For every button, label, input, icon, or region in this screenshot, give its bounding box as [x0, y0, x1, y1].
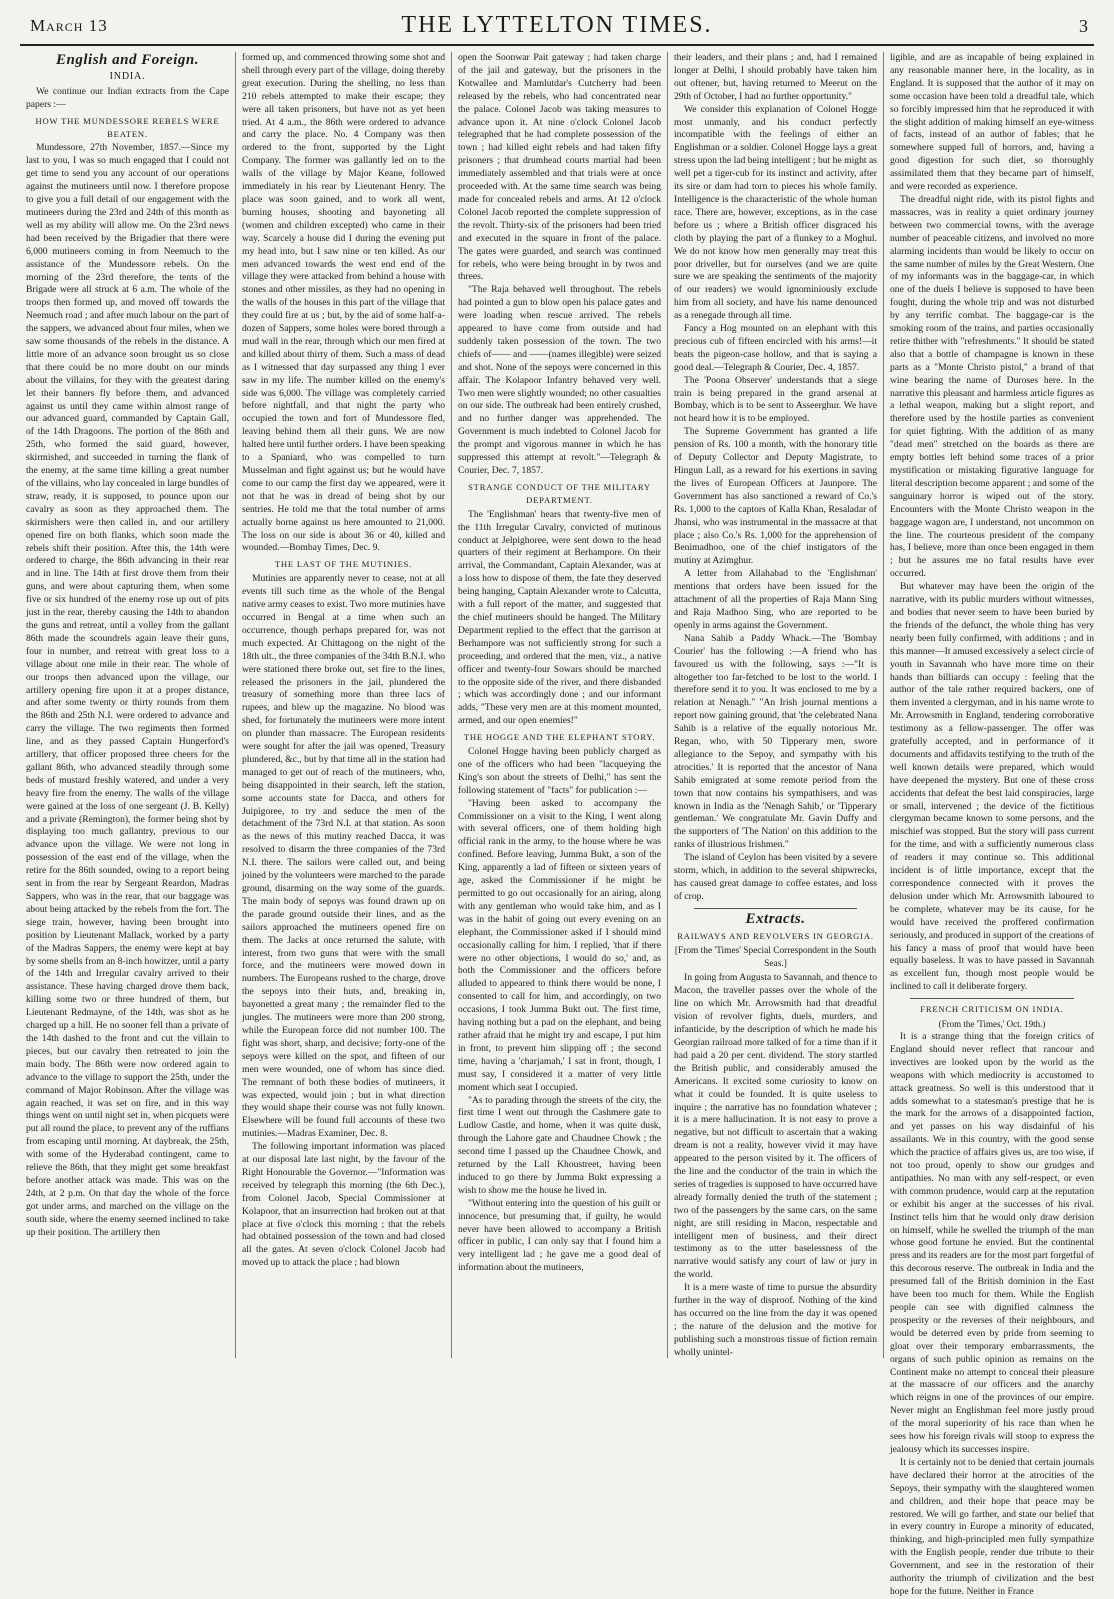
paragraph: We consider this explanation of Colonel Hogge most unmanly, and his conduct perfectly incompatible with the feelings of either an Englishman or a soldier. Colonel Hogge lays a great stress upon the lad being intelligent ; but he might as well pet a tiger-cub for its instinct and activity, after its sire or dam had torn to pieces his whole family. Intelligence is the characteristic of the whole human race. There are, however, exceptions, as in the case before us ; where a British officer disgraced his cloth by playing the part of a flunkey to a Moghul. We do not know how men generally may treat this poor driveller, but for ourselves (and we are quite sure we are speaking the sentiments of the majority of our readers) we would ignominiously exclude him from all society, and have his name denounced as a renegade through all time. [674, 103, 877, 322]
article-columns [20, 52, 1100, 1597]
paragraph: We continue our Indian extracts from the Cape papers :— [26, 85, 229, 110]
paragraph: "Without entering into the question of his guilt or innocence, but presuming that, if guilty, he would never have been allowed to accompany a British officer in public, I can only say that I found him a very intelligent lad ; he gave me a good deal of information about the mutineers, [458, 1197, 661, 1274]
paragraph: It is a mere waste of time to pursue the absurdity further in the way of disproof. Nothing of the kind has occurred on the line from the day it was opened ; the nature of the delusion and the motive for publishing such a monstrous tissue of fiction remain wholly unintel- [674, 1282, 877, 1358]
source-note: [From the 'Times' Special Correspondent in the South Seas.] [674, 945, 877, 969]
column-4 [668, 52, 884, 1358]
paragraph: But whatever may have been the origin of the narrative, with its public murders without witnesses, and bodies that never seem to have been buried by the friends of the defunct, the whole thing has very nearly been fully confirmed, with additions ; and in this manner—It amused excessively a select circle of youth in Savannah who have more time on their hands than billiards can occupy : feeling that the author of the tale rather required backers, one of them invented a clergyman, and in his name wrote to Mr. Arrowsmith in England, tendering corroborative testimony as a fellow-passenger. The offer was gratefully accepted, and in performance of it documents and affidavits testifying to the truth of the well known details were prepared, which would have deepened the mystery. But one of these cross accidents that defeat the best laid conspiracies, large or small, intervened ; the device of the fictitious clergyman became known to some persons, and the mischief was stopped. But the story will pass current for the time, and with a sufficiently numerous class of readers it may continue so. This additional incident is of little importance, except that the correspondence connected with it proves the delusion under which Mr. Arrowsmith laboured to be complete, whatever may be its cause, for he would have received the proffered confirmation seriously, and produced in support of the creations of his fancy a mass of proof that would have been equally baseless. It was to have passed in Savannah as excellent fun, though most people would be inclined to call it deliberate forgery. [890, 581, 1094, 993]
article-title: RAILWAYS AND REVOLVERS IN GEORGIA. [677, 930, 874, 941]
column-3 [452, 52, 668, 1358]
issue-date: March 13 [30, 16, 108, 35]
article-title: THE HOGGE AND THE ELEPHANT STORY. [463, 732, 656, 743]
paragraph: The 'Englishman' hears that twenty-five men of the 11th Irregular Cavalry, convicted of mutinous conduct at Jelpighoree, were sent down to the head quarters of their regiment at Berhampore. On their arrival, the Commandant, Captain Alexander, was at a loss how to dispose of them, the fate they deserved being hanging, Captain Alexander wrote to Calcutta, with a full report of the matter, and suggested that the chief mutineers should be hanged. The Military Department replied to the effect that the garrison at Berhampore was not sufficiently strong for such a proceeding, and ordered that the men, viz., a native officer and twenty-four Sowars should be marched to the opposite side of the river, and there disbanded ; which was accordingly done ; and our informant adds, "These very men are at this moment mounted, armed, and our open enemies!" [458, 508, 661, 727]
paragraph: The 'Poona Observer' understands that a siege train is being prepared in the grand arsenal at Bombay, which is to be sent to Asseerghur. We have not heard how it is to be employed. [674, 374, 877, 425]
paragraph: ligible, and are as incapable of being explained in any reasonable manner here, in the locality, as in England. It is supposed that the author of it may on some occasion have been told a dreadful tale, which so forcibly impressed him that he reproduced it with the slight addition of making himself an eye-witness of facts, instead of an author of fables; that he somewhere supped full of horrors, and, having a good digestion for such diet, so thoroughly assimilated them that they became part of himself, and were recorded as experience. [890, 52, 1094, 193]
paragraph: Mutinies are apparently never to cease, not at all events till such time as the whole of the Bengal native army ceases to exist. Two more mutinies have occurred in Bengal at a time when such an occurrence, though perhaps prepared for, was not much expected. At Chittagong on the night of the 18th ult., the three companies of the 34th B.N.I. who were stationed there broke out, set fire to the lines, released the prisoners in the jail, plundered the treasury of something more than three lacs of rupees, and blew up the magazine. No blood was shed, for fortunately the mutineers were more intent on plunder than massacre. The European residents were sought for after the jail was opened, Treasury plundered, &c., but by that time all in the station had managed to get out of reach of the mutineers, who, being disappointed in their search, left the station, some accounts state for Dacca, and others for Juipigoree, to try and seduce the men of the detachment of the 73rd N.I. at that station. As soon as the news of this mutiny reached Dacca, it was resolved to disarm the three companies of the 73rd N.I. there. The sailors were called out, and being joined by the volunteers were marched to the parade ground, disarming on the way some of the guards. The main body of sepoys was found drawn up on the parade ground outside their lines, and as the sailors approached the mutineers opened fire on them. The Jacks at once returned the salute, with interest, from two guns that were with the small force, and the mutineers were mowed down in numbers. The Europeans rushed to the charge, drove the sepoys into their huts, and, breaking in, bayonetted a great many ; the remainder fled to the jungles. The mutineers were more than 200 strong, while the European force did not number 100. The fight was short, sharp, and decisive; forty-one of the sepoys were killed on the spot, and fifteen of our men were wounded, one of whom has since died. The remnant of both these bodies of mutineers, it was expected, would join ; but in what direction they would shape their course was not fully known. Elsewhere will be found full accounts of these two mutinies.—Madras Examiner, Dec. 8. [242, 573, 445, 1140]
paragraph: their leaders, and their plans ; and, had I remained longer at Delhi, I should probably have taken him out oftener, but, having returned to Meerut on the 29th of October, I had no further opportunity." [674, 52, 877, 102]
divider [910, 998, 1074, 999]
paragraph: Nana Sahib a Paddy Whack.—The 'Bombay Courier' has the following :—A friend who has favoured us with the following, says :—"It is altogether too far-fetched to be lost to the world. I therefore send it to you. It was enclosed to me by a relation at Nenagh." "An Irish journal mentions a report now gaining ground, that 'the celebrated Nana Sahib is a relative of the equally notorious Mr. Regan, who, with 50 Tipperary men, swore allegiance to the Sepoy, and sympathy with his atrocities.' It is reported that the ancestor of Nana Sahib emigrated at some remote period from the town that now contains his sympathisers, and was known in India as the 'Nenagh Sahib,' or 'Tipperary gentleman.' We congratulate Mr. Gavin Duffy and the supporters of 'The Nation' on this addition to the ranks of illustrious Irishmen." [674, 632, 877, 851]
paragraph: "As to parading through the streets of the city, the first time I went out through the Cashmere gate to Ludlow Castle, and home, when it was quite dusk, through the Lahore gate and Chaudnee Chowk ; the second time I passed up the Chaudnee Chowk, and returned by the Lall Khoustreet, having been induced to go there by Jumma Bukt expressing a wish to show me the house he lived in. [458, 1094, 661, 1196]
paragraph: "Having been asked to accompany the Commissioner on a visit to the King, I went along with several officers, one of them holding high official rank in the army, to the house where he was confined. Before leaving, Jumma Bukt, a son of the King, apparently a lad of fifteen or sixteen years of age, asked the Commissioner if he might be permitted to go out occasionally for an airing, along with any gentleman who would take him, and as I was in the habit of going out every evening on an elephant, the Commissioner asked if I should mind occasionally calling for him. I replied, 'that if there were no other objections, I would do so,' and, as both the Commissioner and the officers before alluded to appeared to think there would be none, I consented to call for him, and accordingly, on two occasions, I took Jumma Bukt out. The first time, having nothing but a pad on the elephant, and being rather afraid that he might try and escape, I put him in front, to prevent him slipping off ; the second time, having a 'charjamah,' I sat in front, though, I must say, I considered it a matter of very little moment which seat I occupied. [458, 797, 661, 1093]
paragraph: formed up, and commenced throwing some shot and shell through every part of the village, doing thereby great execution. During the shelling, no less than 210 rebels attempted to make their escape; they were all taken prisoners, but have not as yet been tried. At 4 a.m., the 86th were ordered to advance and carry the place. No. 4 Company was then ordered to the front, supported by the Light Company. The former was gallantly led on to the walls of the village by Major Keane, followed immediately in his rear by Lieutenant Henry. The place was soon gained, and to work all went, burning houses, shooting and bayoneting all (women and children excepted) who came in their way. Scarcely a house did I during the evening put my head into, but I saw nine or ten killed. As our men advanced towards the west end end of the village they were attacked from behind a house with stones and other missiles, as they had no opening in the walls of the houses in this part of the village that they could fire at us ; but, by the aid of some half-a-dozen of Sappers, some holes were bored through a mud wall in the rear, through which our men fired at and killed about thirty of them. Such a mass of dead as I witnessed that day surpassed any thing I ever saw in my life. The number killed on the enemy's side was 6,000. The village was completely carried before nightfall, and that night the party who occupied the town and fort of Mundessore fled, leaving behind them all their guns. We are now halted here until further orders. I have been speaking to a Spaniard, who was compelled to turn Musselman and fight against us; but he would have come to our camp the first day we appeared, were it not that he was in dread of being shot by our sentries. He told me that the total number of arms actually borne against us here amounted to 21,000. The loss on our side is about 36 or 40, killed and wounded.—Bombay Times, Dec. 9. [242, 52, 445, 554]
paragraph: In going from Augusta to Savannah, and thence to Macon, the traveller passes over the whole of the line on which Mr. Arrowsmith had that dreadful vision of revolver fights, duels, murders, and infanticide, by the description of which he made his Georgian railroad more talked of for a time than if it had paid a 20 per cent. dividend. The story startled the British public, and considerably amused the Americans. It excited some curiosity to know on what it could be founded. It is quite useless to inquire ; the narrative has no foundation whatever ; it is a mere hallucination. It is not easy to prove a negative, but not difficult to ascertain that a waking dream is not a reality, however vivid it may have appeared to the person visited by it. The officers of the line and the conductor of the train in which the series of tragedies is supposed to have occurred have already formally denied the truth of the statement ; two of the passengers by the same cars, on the same night, are still residing in Macon, respectable and intelligent men of business, and their direct testimony as to the utter baselessness of the narrative would satisfy any court of law or jury in the world. [674, 972, 877, 1281]
paragraph: The dreadful night ride, with its pistol fights and massacres, was in reality a quiet ordinary journey between two commercial towns, with the average number of peaceable citizens, and involved no more alarming incidents than would be likely to occur on the same number of miles by the Great Western. One of my informants was in the baggage-car, in which one of the duels I believe is supposed to have been fought, during the whole trip and was not disturbed by any terrific combat. The baggage-car is the smoking room of the trains, and parties occasionally retire thither with "refreshments." It should be stated also that a bottle of champagne is known in these parts as a "Monte Christo pistol," a brand of that wine bearing the name of Duroses here. In the narrative this pleasant and harmless article figures as a lethal weapon, making but a slight report, and therefore used by the hostile parties as convenient for quiet fighting. With the addition of as many "dead men" stretched on the boards as there are empty bottles left behind some traces of a prior mystification or mistaking figurative language for literal description become apparent ; and some of the sanguinary horror is wiped out of the story. Encounters with the Monte Christo weapon in the baggage wagon are, I understand, not uncommon on the line. The courteous president of the company has, I believe, more than once been engaged in them ; but he assures me no fatal results have ever occurred. [890, 193, 1094, 580]
paragraph: Colonel Hogge having been publicly charged as one of the officers who had been "lacqueying the King's son about the streets of Delhi," has sent the following statement of "facts" for publication :— [458, 746, 661, 796]
column-2 [236, 52, 452, 1358]
masthead [20, 6, 1094, 46]
paragraph: The Supreme Government has granted a life pension of Rs. 100 a month, with the honorary title of Deputy Collector and Deputy Magistrate, to Hingun Lall, as a reward for his exertions in saving the lives of European Officers at Jaunpore. The Government has also sanctioned a reward of Co.'s Rs. 1,000 to the captors of Kalla Khan, Resaladar of Jhansi, who was instrumental in the massacre at that place ; also Co.'s Rs. 1,000 for the apprehension of Benimadhoo, one of the chief instigators of the mutiny at Azimghur. [674, 426, 877, 567]
paragraph: A letter from Allahabad to the 'Englishman' mentions that orders have been issued for the attachment of all the properties of Raja Mann Sing and Raja Madhoo Sing, who are reported to be openly in arms against the Government. [674, 568, 877, 631]
article-title: HOW THE MUNDESSORE REBELS WERE BEATEN. [35, 115, 220, 139]
paragraph: Fancy a Hog mounted on an elephant with this precious cub of fifteen encircled with his arms!—it beats the pigeon-case hollow, and that is saying a good deal.—Telegraph & Courier, Dec. 4, 1857. [674, 323, 877, 373]
paragraph: open the Soonwar Pait gateway ; had taken charge of the jail and gateway, but the prisoners in the Kotwallee and Mamlutdar's Cutcherry had been released by the rebels, who had concentrated near the palace. Colonel Jacob was taking measures to advance upon it. At nine o'clock Colonel Jacob telegraphed that he had complete possession of the town ; had killed eight rebels and had taken fifty prisoners ; that drumhead courts martial had been immediately assembled and that trials were at once proceeded with. At the same time search was being made for concealed rebels and arms. At 12 o'clock Colonel Jacob reported the complete suppression of the revolt. Thirty-six of the prisoners had been tried and executed in the square in front of the palace. The gates were guarded, and search was continued for rebels, who were being brought in by twos and threes. [458, 52, 661, 283]
article-title: STRANGE CONDUCT OF THE MILITARY DEPARTMENT. [468, 481, 651, 505]
column-1 [20, 52, 236, 1358]
page-number: 3 [1079, 16, 1088, 36]
section-heading-extracts: Extracts. [745, 910, 806, 927]
article-title: THE LAST OF THE MUTINIES. [274, 559, 413, 570]
column-5 [884, 52, 1100, 1597]
subheading-india: INDIA. [109, 70, 146, 82]
paragraph: It is a strange thing that the foreign critics of England should never reflect that rancour and invectives are looked upon by the world as the weapons with which mediocrity is accustomed to attack greatness. So well is this understood that it adds somewhat to a statesman's prestige that he is the mark for the arrows of a disappointed faction, and yet passes on his way disdainful of his assailants. We in this country, with the good sense which the practice of affairs gives us, are too wise, if not too proud, openly to show our grudges and antipathies. No man with any self-respect, or even with common prudence, would carp at the reputation or exhibit his anger at the successes of his rival. Instinct tells him that he would only draw derision on himself, while he swelled the triumph of the man whose good fortune he envied. But the continental press and its readers are for the most part forgetful of this decorous reserve. The outbreak in India and the presumed fall of the British dominion in the East have been too much for them. While the English people can see with dignified calmness the prosperity or the reverses of their neighbours, and would be deterred even by pride from seeming to gloat over their temporary embarrassments, the organs of such public opinion as remains on the Continent make no attempt to conceal their pleasure at the massacre of our officers and the anarchy which reigns in one of the provinces of our empire. Never might an Englishman feel more justly proud of the moral superiority of his race than when he sees how his foreign rivals will stoop to express the jealousy which its successes inspire. [890, 1030, 1094, 1455]
divider [694, 908, 857, 909]
paragraph: The island of Ceylon has been visited by a severe storm, which, in addition to the several shipwrecks, has caused great damage to coffee estates, and loss of crop. [674, 852, 877, 902]
paragraph: It is certainly not to be denied that certain journals have declared their horror at the atrocities of the Sepoys, their sympathy with the slaughtered women and children, and their hope that peace may be restored. We will go farther, and state our belief that in every country in Europe a minority of educated, thinking, and high-principled men fully sympathize with the English people, render due tribute to their Government, and see in the restoration of their authority the triumph of civilization and the best hope for the future. Neither in France [890, 1456, 1094, 1597]
newspaper-title: THE LYTTELTON TIMES. [401, 12, 713, 38]
paragraph: The following important information was placed at our disposal late last night, by the favour of the Right Honourable the Governor.—"Information was received by telegraph this morning (the 6th Dec.), from Colonel Jacob, Special Commissioner at Kolapoor, that an insurrection had broken out at that place at five o'clock this morning ; that the rebels had obtained possession of the town and had closed all the gates. At seven o'clock Colonel Jacob had moved up to attack the place ; had blown [242, 1141, 445, 1269]
paragraph: Mundessore, 27th November, 1857.—Since my last to you, I was so much engaged that I could not get time to send you any account of our operations against the mutineers until now. I therefore propose to give you a full detail of our engagement with the mutineers during the 23rd and 24th of this month as well as my ability will allow me. On the 23rd news had been received by the Brigadier that there were 6,000 mutineers coming in from Neemuch to the assistance of the Mundessore rebels. On the morning of the 23rd therefore, the tents of the Brigade were all struck at 6 a.m. The whole of the troops then formed up, and moved off towards the Neemuch road ; and after much labour on the part of the sappers, we advanced about four miles, when we saw some thousands of the rebels in the distance. A little more of an advance soon brought us so close that there could be no more doubt on our minds about the villains, for they with the greatest daring let their banners fly before them, and advanced against us until they came within almost range of our advanced guard, commanded by Captain Gall, of the 14th Dragoons. The portion of the 86th and 25th, who formed the said guard, however, skirmished, and succeeded in turning the flank of the enemy, at the same time killing a great number of the villains, who lay concealed in large bundles of straw, ready, it is supposed, to pounce upon our cavalry as soon as they approached them. The skirmishers were then called in, and our artillery opened fire on both flanks, which soon made the rebels shift their position. After this, the 14th were ordered to charge, the 86th advancing in their rear and in line. The 14th at first drove them from their guns, and were about capturing them, when some five or six hundred of the enemy rose up out of pits just in the rear, thereby causing the 14th to abandon the guns and retreat, until a volley from the gallant 86th made the scoundrels again leave their guns, four in number, and retreat with great loss to a village about one mile in their rear. The whole of our troops then advanced upon the village, our artillery opening fire upon it at a proper distance, and after some twenty or thirty rounds from them the 86th and 25th N.I. were ordered to advance and carry the village. The two regiments then formed line, and as they passed Captain Hungerford's artillery, that officer proposed three cheers for the gallant 86th, who advanced steadily through some beds of mustard freshly watered, and under a very heavy fire from the enemy. The walls of the village were gained at the loss of one sergeant (J. B. Kelly) and a private (Remington), the former being shot by displaying too much gallantry, previous to our advance upon the village. We were not long in possession of the east end of the village, when the retire for the 86th sounded, owing to a report being sent in from the rear by Sergeant Reardon, Madras Sappers, who was in the rear, that our baggage was about being attacked by the rebels from the fort. The siege train, however, having been brought into position by Lieutenant Mallack, worked by a party of the Madras Sappers, the enemy were kept at bay by some shells from an 8-inch howitzer, until a party of the 14th and Irregular cavalry arrived to their assistance. These having charged drove them back, killing some two or three hundred of them, but Lieutenant Redmayne, of the 14th, was shot as he charged up a hill. He no sooner fell than a private of the 14th dashed to the front and cut the villain to pieces, but our cavalry then retreated to join the main body. The 86th were now ordered again to advance to the village to support the 25th, under the command of Major Robinson. After the village was again reached, it was set on fire, and in this way things went on until night set in, when picquets were put all round the place, to prevent any of the ruffians from escaping until morning. At daybreak, the 25th, with some of the Hyderabad contingent, came to relieve the 86th, that they might get some breakfast before another attack was made. This was on the 24th, at 2 p.m. On that day the whole of the force got under arms, and marched on the village on the south side, where the enemy seemed inclined to take up their position. The artillery then [26, 142, 229, 1238]
section-heading-english-foreign: English and Foreign. [56, 52, 199, 68]
paragraph: "The Raja behaved well throughout. The rebels had pointed a gun to blow open his palace gates and were loading when rescue arrived. The rebels appeared to have come from outside and had suddenly taken possession of the town. The two chiefs of—— and ——(names illegible) were seized and shot. None of the sepoys were concerned in this affair. The Kolapoor Infantry behaved very well. Two men were slightly wounded; no other casualties on our side. The outbreak had been entirely crushed, and no further danger was apprehended. The Government is much indebted to Colonel Jacob for the prompt and vigorous manner in which he has suppressed this attempt at revolt."—Telegraph & Courier, Dec. 7, 1857. [458, 284, 661, 476]
article-title: FRENCH CRITICISM ON INDIA. [920, 1004, 1064, 1015]
source-note: (From the 'Times,' Oct. 19th.) [938, 1019, 1046, 1030]
